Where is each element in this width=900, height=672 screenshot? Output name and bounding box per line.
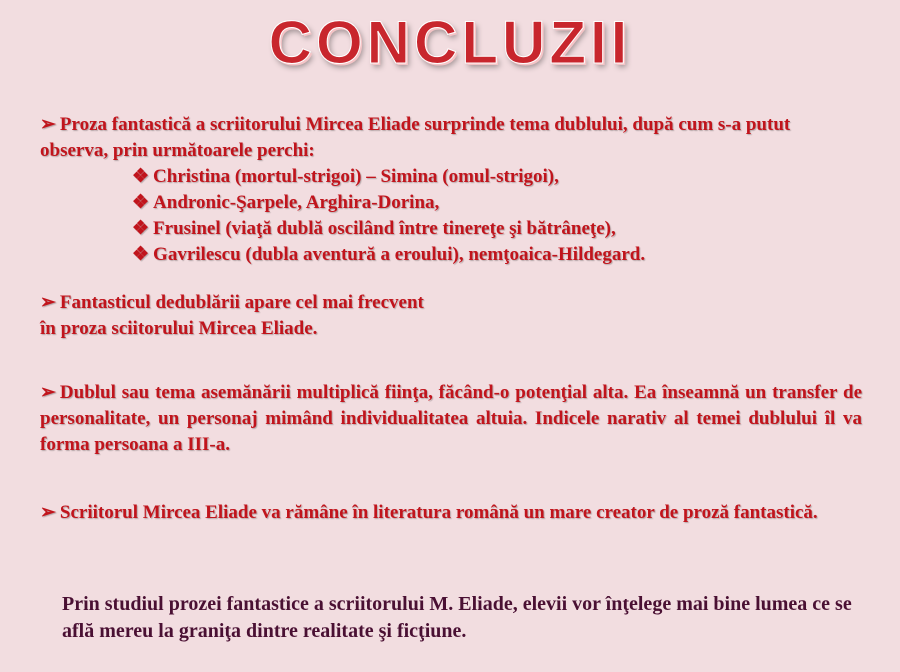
bullet-4	[40, 500, 862, 526]
diamond-bullet-icon: ❖	[132, 218, 150, 239]
bullet-1	[40, 112, 860, 268]
arrow-bullet-icon: ➢	[40, 114, 56, 135]
bullet-3	[40, 380, 862, 458]
page-title: CONCLUZII	[268, 9, 632, 76]
bullet-1-label: Proza fantastică a scriitorului Mircea Eliade surprinde tema dublului, după cum s-a putut observa, prin următoarele perchi:	[40, 114, 791, 161]
conclusion-text: Prin studiul prozei fantastice a scriitorului M. Eliade, elevii vor înţelege mai bine lumea ce se află mereu la graniţa dintre realitate şi ficţiune.	[62, 593, 852, 642]
bullet-4-text: Scriitorul Mircea Eliade va rămâne în literatura română un mare creator de proză fantastică.	[59, 502, 818, 523]
bullet-2-line1: Fantasticul dedublării apare cel mai frecvent	[59, 292, 424, 313]
bullet-2-line2: în proza sciitorului Mircea Eliade.	[40, 318, 318, 339]
sub-item-4: ❖ Gavrilescu (dubla aventură a eroului), nemţoaica-Hildegard.	[132, 244, 646, 265]
diamond-bullet-icon: ❖	[132, 244, 150, 265]
diamond-bullet-icon: ❖	[132, 166, 150, 187]
sub-item-2: ❖ Andronic-Şarpele, Arghira-Dorina,	[132, 192, 440, 213]
arrow-bullet-icon: ➢	[40, 382, 56, 403]
diamond-bullet-icon: ❖	[132, 192, 150, 213]
bullet-1-text	[40, 112, 860, 164]
sub-item-3: ❖ Frusinel (viaţă dublă oscilând între tinereţe şi bătrâneţe),	[132, 218, 616, 239]
bullet-3-text: Dublul sau tema asemănării multiplică fiinţa, făcând-o potenţial alta. Ea înseamnă un transfer de personalitate, un personaj mimând individualitatea altuia. Indicele narativ al temei dublului îl va forma persoana a III-a.	[40, 382, 862, 455]
arrow-bullet-icon: ➢	[40, 502, 56, 523]
sub-item-1: ❖ Christina (mortul-strigoi) – Simina (omul-strigoi),	[132, 166, 559, 187]
bullet-2	[40, 290, 860, 342]
arrow-bullet-icon: ➢	[40, 292, 56, 313]
